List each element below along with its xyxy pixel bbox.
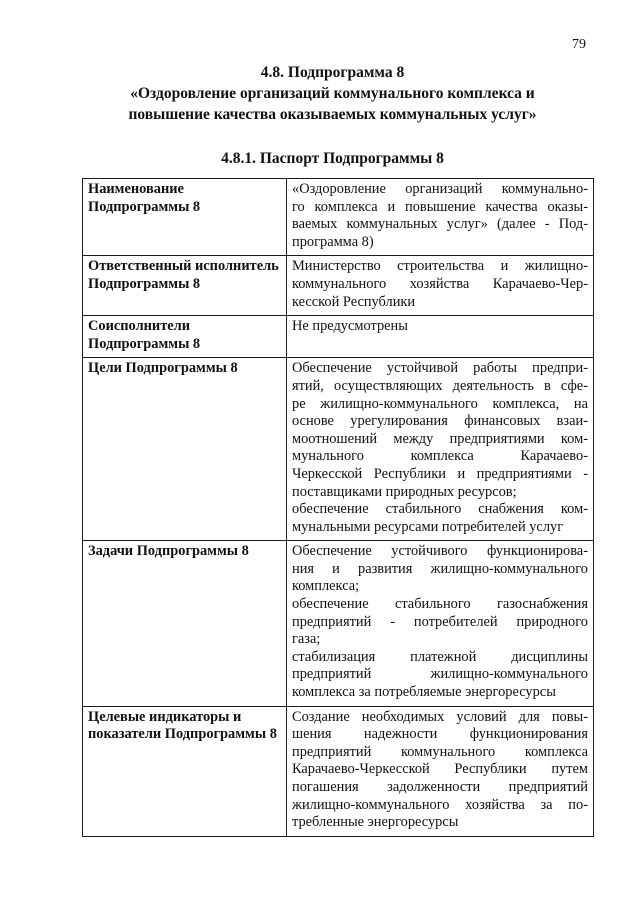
row-value-line: Черкесской Республики и предприятиями - (292, 465, 588, 482)
row-label: Подпрограммы 8 (88, 198, 201, 215)
row-value-line: обеспечение стабильного газоснабжения (292, 596, 588, 613)
row-value-line: поставщиками природных ресурсов; (292, 483, 517, 500)
row-label: Подпрограммы 8 (88, 335, 201, 352)
row-value-line: Обеспечение устойчивого функционирова- (292, 543, 588, 560)
row-value-line: шения надежности функционирования (292, 726, 588, 743)
row-label-cell (83, 706, 287, 836)
row-value-line: ятий, осуществляющих деятельность в сфе- (292, 377, 588, 394)
row-label: показатели Подпрограммы 8 (88, 726, 277, 743)
row-label-cell (83, 358, 287, 541)
row-value-line: Министерство строительства и жилищно- (292, 258, 588, 275)
table-row (83, 358, 594, 541)
row-value-line: погашения задолженности предприятий (292, 779, 588, 795)
row-value-cell (287, 316, 594, 358)
row-label-cell (83, 541, 287, 706)
row-value-cell (287, 706, 594, 836)
row-label: Соисполнители (88, 318, 191, 335)
table-row (83, 316, 594, 358)
row-value-line: предприятий коммунального комплекса (292, 743, 588, 760)
row-value-line: кесской Республики (292, 293, 416, 310)
row-value-line: программа 8) (292, 233, 374, 250)
row-label: Цели Подпрограммы 8 (88, 360, 238, 377)
row-value-line: моотношений между предприятиями ком- (292, 430, 588, 447)
passport-heading: 4.8.1. Паспорт Подпрограммы 8 (221, 150, 444, 167)
row-value-line: мунальными ресурсами потребителей услуг (292, 518, 564, 535)
row-value-line: Обеспечение устойчивой работы предпри- (292, 360, 588, 377)
row-value-line: «Оздоровление организаций коммунально- (292, 181, 588, 197)
row-value-line: Не предусмотрены (292, 318, 408, 335)
row-label: Подпрограммы 8 (88, 275, 201, 292)
row-value-line: го комплекса и повышение качества оказы- (292, 198, 588, 215)
row-label-cell (83, 316, 287, 358)
row-value-line: ваемых коммунальных услуг» (далее - Под- (292, 216, 588, 233)
row-value-line: требленные энергоресурсы (292, 814, 459, 831)
row-value-line: жилищно-коммунального хозяйства за по- (292, 796, 588, 813)
row-value-cell (287, 179, 594, 256)
row-value-line: предприятий - потребителей природного (292, 613, 588, 630)
row-value-line: коммунального хозяйства Карачаево-Чер- (292, 275, 588, 292)
table-row (83, 256, 594, 316)
table-row (83, 541, 594, 706)
row-label-cell (83, 179, 287, 256)
passport-table (82, 178, 594, 837)
row-value-line: комплекса за потребляемые энергоресурсы (292, 684, 556, 701)
row-value-line: предприятий жилищно-коммунального (292, 666, 588, 683)
section-heading-line: «Оздоровление организаций коммунального комплекса и (130, 85, 535, 102)
row-label: Наименование (88, 181, 184, 197)
row-label: Ответственный исполнитель (88, 258, 279, 275)
row-value-cell (287, 541, 594, 706)
table-row (83, 179, 594, 256)
row-value-line: ре жилищно-коммунального комплекса, на (292, 395, 588, 412)
row-value-line: обеспечение стабильного снабжения ком- (292, 501, 588, 518)
row-label: Задачи Подпрограммы 8 (88, 543, 249, 560)
row-value-line: стабилизация платежной дисциплины (292, 648, 588, 665)
row-value-line: газа; (292, 631, 321, 648)
row-label: Целевые индикаторы и (88, 708, 242, 725)
row-value-line: мунального комплекса Карачаево- (292, 448, 588, 465)
row-value-line: ния и развития жилищно-коммунального (292, 560, 588, 577)
row-value-cell (287, 358, 594, 541)
row-value-line: Создание необходимых условий для повы- (292, 708, 588, 725)
row-value-cell (287, 256, 594, 316)
section-heading (60, 62, 605, 125)
row-label-cell (83, 256, 287, 316)
row-value-line: основе урегулирования финансовых взаи- (292, 413, 588, 430)
table-row (83, 706, 594, 836)
page-number: 79 (572, 37, 586, 52)
row-value-line: Карачаево-Черкесской Республики путем (292, 761, 588, 778)
row-value-line: комплекса; (292, 578, 360, 595)
section-heading-line: повышение качества оказываемых коммунальных услуг» (128, 106, 537, 123)
section-heading-line: 4.8. Подпрограмма 8 (260, 64, 405, 81)
